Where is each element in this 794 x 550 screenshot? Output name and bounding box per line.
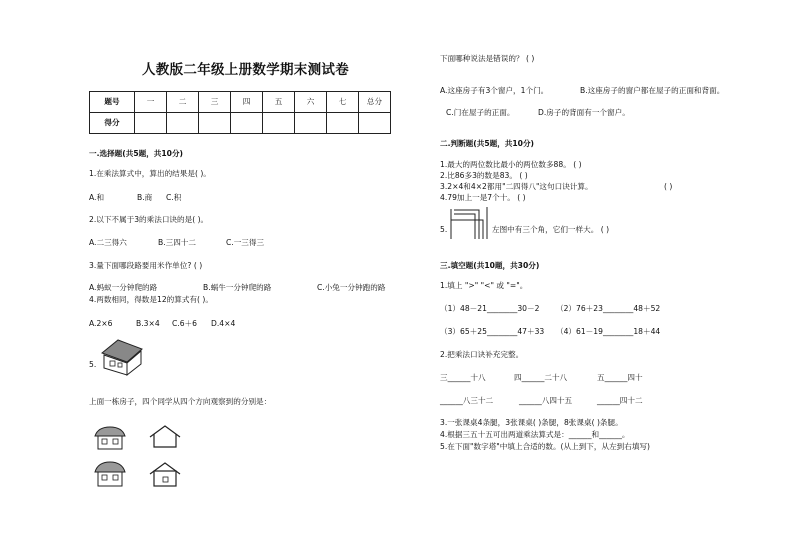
multiplication-rhyme-blank: ______八三十二 (440, 396, 494, 405)
score-cell[interactable] (199, 113, 231, 134)
score-cell[interactable] (295, 113, 327, 134)
house-view-c-icon (92, 460, 128, 488)
score-header-cell: 二 (167, 92, 199, 113)
judge-item-4: 4.79加上一是7个十。 ( ) (440, 193, 526, 202)
house-view-b-icon (147, 423, 183, 449)
score-header-cell: 题号 (90, 92, 135, 113)
compare-item: （1）48－21________30－2 (440, 304, 540, 313)
score-header-cell: 三 (199, 92, 231, 113)
compare-item: （4）61－19________18＋44 (556, 327, 661, 336)
section1-heading: 一.选择题(共5题，共10分) (89, 149, 184, 158)
option-d: D.4×4 (211, 319, 236, 328)
judge-item-5-text: 左图中有三个角，它们一样大。 ( ) (492, 225, 610, 234)
option-d: D.房子的背面有一个窗户。 (538, 108, 630, 117)
section3-heading: 三.填空题(共10题，共30分) (440, 261, 540, 270)
question-4: 4.两数相同，得数是12的算式有( )。 (89, 295, 213, 304)
judge-item-2: 2.比86多3的数是83。 ( ) (440, 171, 528, 180)
section2-heading: 二.判断题(共5题，共10分) (440, 139, 535, 148)
option-c: C.一三得三 (226, 238, 265, 247)
multiplication-rhyme-blank: ______四十二 (597, 396, 643, 405)
option-a: A.2×6 (89, 319, 113, 328)
house-3d-figure (96, 337, 146, 377)
score-table-header-row (90, 92, 391, 113)
angle-figure (449, 205, 489, 242)
option-a: A.这座房子有3个窗户，1个门。 (440, 86, 549, 95)
option-b: B.蜗牛一分钟爬的路 (203, 283, 272, 292)
option-a: A.二三得六 (89, 238, 127, 247)
house-view-d-icon (147, 460, 183, 488)
question-5-text: 上面一栋房子，四个同学从四个方向观察到的分别是： (89, 397, 272, 406)
option-b: B.三四十二 (158, 238, 196, 247)
compare-item: （2）76＋23________48＋52 (556, 304, 661, 313)
judge-item-5-label: 5. (440, 225, 448, 234)
score-cell[interactable] (359, 113, 391, 134)
score-cell[interactable] (231, 113, 263, 134)
score-header-cell: 五 (263, 92, 295, 113)
multiplication-rhyme-blank: 三______十八 (440, 373, 486, 382)
option-a: A.和 (89, 193, 105, 202)
option-c: C.门在屋子的正面。 (446, 108, 515, 117)
score-header-cell: 七 (327, 92, 359, 113)
score-table-score-row (90, 113, 391, 134)
option-c: C.小兔一分钟跑的路 (317, 283, 386, 292)
judge-item-3: 3.2×4和4×2都用"二四得八"这句口诀计算。 (440, 182, 593, 191)
q5-question: 下面哪种说法是错误的？ ( ) (440, 54, 535, 63)
score-header-cell: 六 (295, 92, 327, 113)
judge-item-3-paren: ( ) (664, 182, 673, 191)
score-cell[interactable] (263, 113, 295, 134)
judge-item-1: 1.最大的两位数比最小的两位数多88。 ( ) (440, 160, 582, 169)
multiplication-rhyme-blank: 四______二十八 (514, 373, 568, 382)
fill-question-3: 3.一张课桌4条腿，3张课桌( )条腿，8张课桌( )条腿。 (440, 418, 623, 427)
score-cell[interactable] (167, 113, 199, 134)
fill-question-2: 2.把乘法口诀补充完整。 (440, 350, 524, 359)
multiplication-rhyme-blank: 五______四十 (597, 373, 643, 382)
score-header-cell: 一 (135, 92, 167, 113)
option-a: A.蚂蚁一分钟爬的路 (89, 283, 158, 292)
fill-question-4: 4.根据三五十五可出两道乘法算式是：______和______。 (440, 430, 630, 439)
compare-item: （3）65＋25________47＋33 (440, 327, 545, 336)
option-c: C.积 (166, 193, 182, 202)
house-view-a-icon (92, 425, 128, 451)
multiplication-rhyme-blank: ______八四十五 (519, 396, 573, 405)
score-table (89, 91, 391, 134)
page-title: 人教版二年级上册数学期末测试卷 (142, 62, 349, 78)
option-b: B.这座房子的窗户都在屋子的正面和背面。 (580, 86, 725, 95)
score-header-cell: 四 (231, 92, 263, 113)
option-c: C.6＋6 (172, 319, 197, 328)
score-cell[interactable] (135, 113, 167, 134)
score-cell[interactable] (327, 113, 359, 134)
fill-question-1: 1.填上 ">" "<" 或 "="。 (440, 281, 528, 290)
option-b: B.商 (137, 193, 153, 202)
question-2: 2.以下不属于3的乘法口诀的是( )。 (89, 215, 209, 224)
question-5-label: 5. (89, 360, 97, 369)
question-1: 1.在乘法算式中，算出的结果是( )。 (89, 169, 211, 178)
option-b: B.3×4 (136, 319, 160, 328)
question-3: 3.量下面哪段路要用米作单位? ( ) (89, 261, 203, 270)
fill-question-5: 5.在下面"数字塔"中填上合适的数。(从上到下，从左到右填写) (440, 442, 650, 451)
score-row-label: 得分 (90, 113, 135, 134)
score-header-cell: 总分 (359, 92, 391, 113)
